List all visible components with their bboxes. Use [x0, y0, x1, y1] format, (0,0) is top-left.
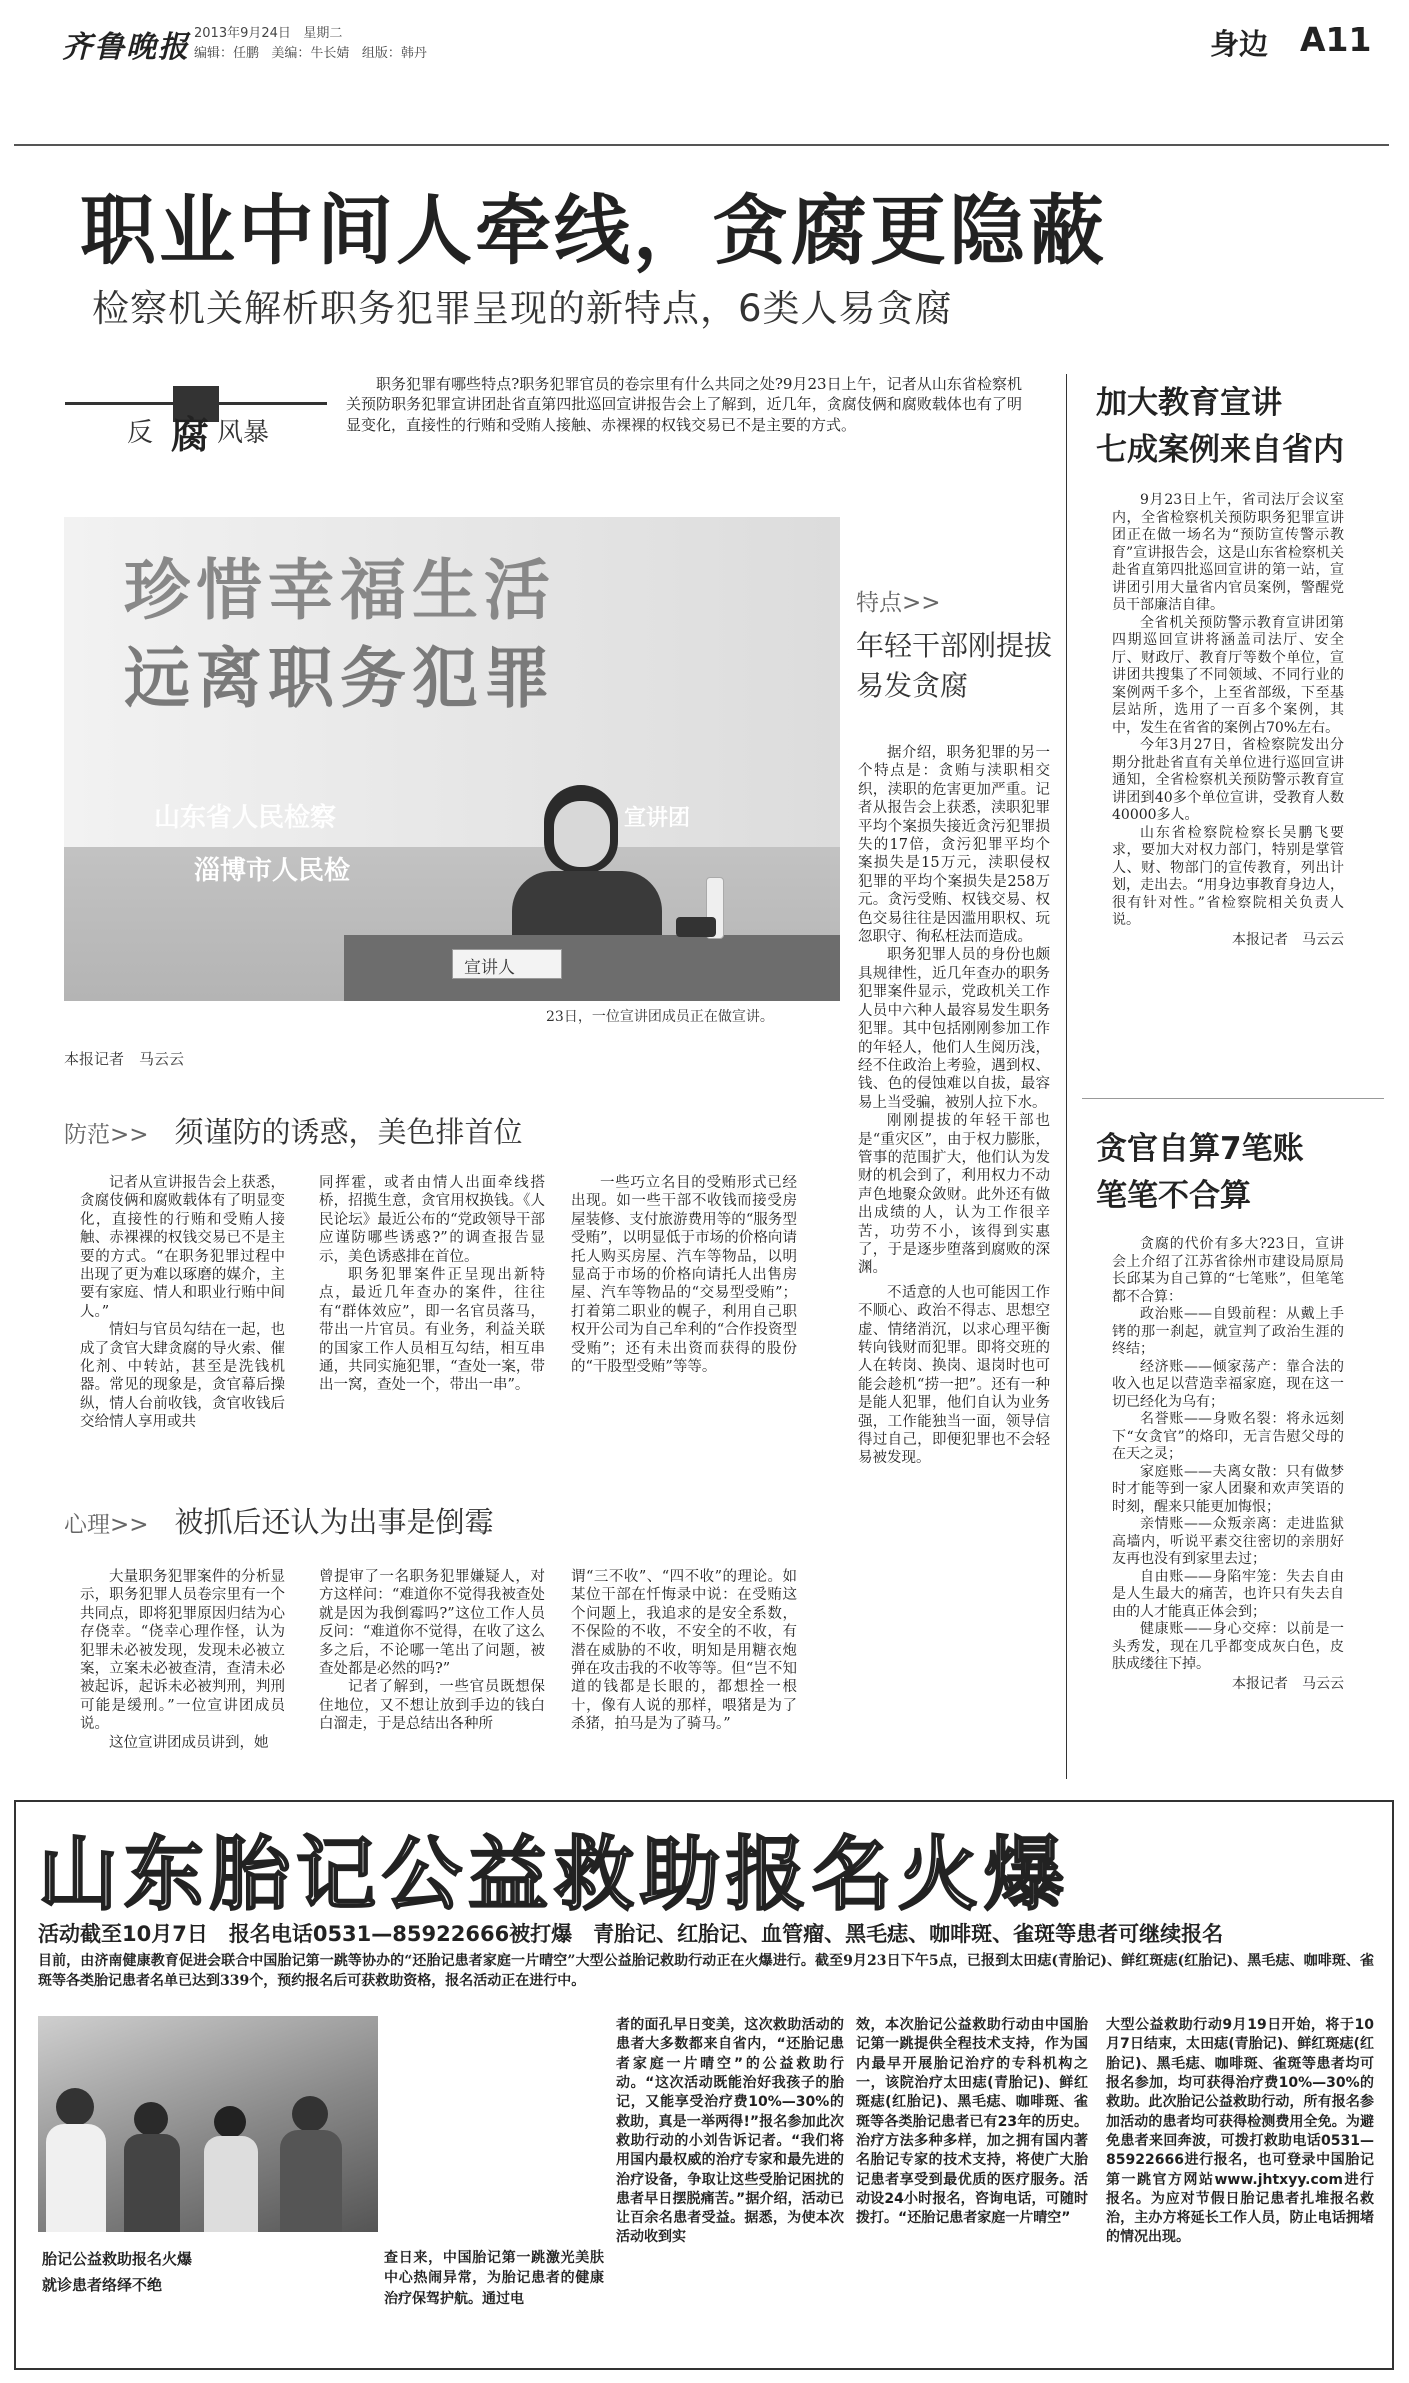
side1-body: [1112, 492, 1344, 949]
speaker-figure: [502, 785, 672, 955]
sec1-title-1: 年轻干部刚提拔: [856, 629, 1053, 662]
sidebar-divider: [1066, 374, 1067, 1779]
ad-col-2: 者的面孔早日变美，这次救助活动的患者大多数都来自省内，“还胎记患者家庭一片晴空”的公益救助行动。“这次活动既能治好我孩子的胎记，又能享受治疗费10%—30%的救助，真是一举两得!”报名参加此次救助行动的小刘告诉记者。“我们将用国内最权威的治疗专家和最先进的治疗设备，争取让这些受胎记困扰的患者早日摆脱痛苦。”据介绍，活动已让百余名患者受益。据悉，为使本次活动收到实: [616, 2017, 844, 2246]
column-logo-c: 风暴: [217, 418, 270, 448]
ad-intro: 目前，由济南健康教育促进会联合中国胎记第一跳等协办的“还胎记患者家庭一片晴空”大型公益胎记救助行动正在火爆进行。截至9月23日下午5点，已报到太田痣(青胎记)、鲜红斑痣(红胎记)、黑毛痣、咖啡斑、雀斑等各类胎记患者名单已达到339个，预约报名后可获救助资格，报名活动正在进行中。: [38, 1953, 1374, 1989]
layout-credit: 组版：韩丹: [361, 46, 427, 61]
side2-title-2: 笔笔不合算: [1096, 1177, 1251, 1214]
sec2-label: 防范>>: [64, 1122, 149, 1148]
section-name: 身边: [1210, 27, 1269, 61]
ad-title: 山东胎记公益救助报名火爆: [38, 1828, 1070, 1921]
sec2-paragraph: 职务犯罪案件正呈现出新特点，最近几年查办的案件，往往有“群体效应”，即一名官员落马，带出一片官员。有业务，利益关联的国家工作人员相互勾结，相互串通，共同实施犯罪，“查处一案，带出一窝，查处一个，带出一串”。: [319, 1267, 545, 1394]
sec2-paragraph: 一些巧立名目的受贿形式已经出现。如一些干部不收钱而接受房屋装修、支付旅游费用等的“服务型受贿”，以明显低于市场的价格向请托人购买房屋、汽车等物品，以明显高于市场的价格向请托人出售房屋、汽车等物品的“交易型受贿”；打着第二职业的幌子，利用自己职权开公司为自己牟利的“合作投资型受贿”；还有未出资而获得的股份的“干股型受贿”等等。: [571, 1175, 797, 1376]
sec3-paragraph: 这位宣讲团成员讲到，她: [109, 1734, 269, 1751]
sec3-label: 心理>>: [64, 1512, 149, 1538]
issue-date: 2013年9月24日: [194, 26, 291, 41]
ad-col-4: 大型公益救助行动9月19日开始，将于10月7日结束，太田痣(青胎记)、鲜红斑痣(红胎记)、黑毛痣、咖啡斑、雀斑等患者均可报名参加，均可获得治疗费10%—30%的救助。此次胎记公益救助行动，所有报名参加活动的患者均可获得检测费用全免。为避免患者来回奔波，可拨打救助电话0531—85922666进行报名，也可登录中国胎记第一跳官方网站www.jhtxyy.com进行报名。为应对节假日胎记患者扎堆报名救治，主办方将延长工作人员，防止电话拥堵的情况出现。: [1106, 2017, 1374, 2246]
sec3-col-2: [319, 1568, 545, 1734]
ad-photo-caption-1: 胎记公益救助报名火爆: [42, 2250, 193, 2268]
sec1-paragraph: 据介绍，职务犯罪的另一个特点是：贪贿与渎职相交织，渎职的危害更加严重。记者从报告会上获悉，渎职犯罪平均个案损失接近贪污犯罪损失的17倍，贪污犯罪平均个案损失是15万元，渎职侵权犯罪的平均个案损失是258万元。贪污受贿、权钱交易、权色交易往往是因滥用职权、玩忽职守、徇私枉法而造成。: [858, 745, 1050, 946]
lead-text: 职务犯罪有哪些特点?职务犯罪官员的卷宗里有什么共同之处?9月23日上午，记者从山东省检察机关预防职务犯罪宣讲团赴省直第四批巡回宣讲报告会上了解到，近几年，贪腐伎俩和腐败载体也有了明显变化，直接性的行贿和受贿人接触、赤裸裸的权钱交易已不是主要的方式。: [346, 375, 1022, 434]
sec1-paragraph: 刚刚提拔的年轻干部也是“重灾区”，由于权力膨胀，管事的范围扩大，他们认为发财的机会到了，利用权力不动声色地聚众敛财。此外还有做出成绩的人，认为工作很辛苦，功劳不小，该得到实惠了，于是逐步堕落到腐败的深渊。: [858, 1113, 1050, 1277]
sec3-col-3: [571, 1568, 797, 1734]
page-number: A11: [1300, 20, 1372, 59]
main-photo: [64, 517, 840, 1001]
ad-photo-caption-2: 就诊患者络绎不绝: [42, 2276, 163, 2294]
sec1-paragraph: 不适意的人也可能因工作不顺心、政治不得志、思想空虚、情绪消沉，以求心理平衡转向钱财而犯罪。即将交班的人在转岗、换岗、退岗时也可能会趁机“捞一把”。还有一种是能人犯罪，他们自认为业务强，工作能独当一面，领导信得过自己，即便犯罪也不会轻易被发现。: [858, 1284, 1050, 1467]
banner-line-4: 淄博市人民检: [194, 856, 351, 886]
banner-line-1: 珍惜幸福生活: [124, 552, 556, 629]
byline-main: 本报记者 马云云: [64, 1050, 185, 1068]
headline: 职业中间人牵线，贪腐更隐蔽: [80, 186, 1107, 275]
art-credit: 美编：牛长婧: [271, 46, 350, 61]
banner-line-5: 宣讲团: [624, 806, 691, 831]
column-logo: [65, 372, 325, 457]
newspaper-logo: 齐鲁晚报: [62, 30, 190, 65]
sec3-paragraph: 曾提审了一名职务犯罪嫌疑人，对方这样问：“难道你不觉得我被查处就是因为我倒霉吗?”这位工作人员反问：“难道你不觉得，在收了这么多之后，不论哪一笔出了问题，被查处都是必然的吗?”: [319, 1569, 545, 1678]
sec1-paragraph: 职务犯罪人员的身份也颇具规律性，近几年查办的职务犯罪案件显示，党政机关工作人员中六种人最容易发生职务犯罪。其中包括刚刚参加工作的年轻人，他们人生阅历浅，经不住政治上考验，遇到权、钱、色的侵蚀难以自拔，最容易上当受骗，被别人拉下水。: [858, 947, 1050, 1111]
side2-paragraph: 名誉账——身败名裂：将永远刻下“女贪官”的烙印，无言告慰父母的在天之灵；: [1112, 1411, 1344, 1462]
sec3-heading: [64, 1500, 494, 1541]
masthead: [0, 0, 1409, 150]
sec1-label: 特点>>: [856, 590, 941, 616]
ad-photo: [38, 2016, 378, 2232]
sec2-paragraph: 情妇与官员勾结在一起，也成了贪官大肆贪腐的导火索、催化剂、中转站，甚至是洗钱机器。常见的现象是，贪官幕后操纵，情人台前收钱，贪官收钱后交给情人享用或共: [80, 1322, 285, 1431]
column-logo-a: 反: [127, 418, 154, 448]
sec3-paragraph: 谓“三不收”、“四不收”的理论。如某位干部在忏悔录中说：在受贿这个问题上，我追求的是安全系数，不保险的不收，不安全的不收，有潜在威胁的不收，明知是用糖衣炮弹在攻击我的不收等等。但“岂不知道的钱都是长眼的，都想拴一根十，像有人说的那样，喂猪是为了杀猪，拍马是为了骑马。”: [571, 1569, 797, 1733]
sec2-heading: [64, 1110, 523, 1151]
weekday: 星期二: [303, 26, 343, 41]
lead-paragraph: [346, 374, 1022, 435]
side2-paragraph: 家庭账——夫离女散：只有做梦时才能等到一家人团聚和欢声笑语的时刻，醒来只能更加悔恨；: [1112, 1463, 1344, 1515]
sec3-col-1: [80, 1568, 285, 1752]
sec2-col-3: [571, 1174, 797, 1376]
side1-title-1: 加大教育宣讲: [1096, 385, 1282, 421]
sec2-title: 须谨防的诱惑，美色排首位: [174, 1115, 523, 1149]
side1-byline: 本报记者 马云云: [1232, 931, 1344, 948]
sec2-col-2: [319, 1174, 545, 1395]
side2-paragraph: 自由账——身陷牢笼：失去自由是人生最大的痛苦，也许只有失去自由的人才能真正体会到；: [1112, 1568, 1344, 1620]
side2-title-1: 贪官自算7笔账: [1096, 1131, 1304, 1167]
side1-paragraph: 9月23日上午，省司法厅会议室内，全省检察机关预防职务犯罪宣讲团正在做一场名为“预防宣传警示教育”宣讲报告会，这是山东省检察机关赴省直第四批巡回宣讲的第一站，宣讲团引用大量省内官员案例，警醒党员干部廉洁自律。: [1112, 492, 1344, 613]
side1-paragraph: 山东省检察院检察长吴鹏飞要求，要加大对权力部门，特别是掌管人、财、物部门的宣传教育，列出计划，走出去。“用身边事教育身边人，很有针对性。”省检察院相关负责人说。: [1112, 824, 1344, 928]
sec1-title-2: 易发贪腐: [856, 669, 969, 702]
side1-paragraph: 全省机关预防警示教育宣讲团第四期巡回宣讲将涵盖司法厅、安全厅、财政厅、教育厅等数个单位，宣讲团共搜集了不同领域、不同行业的案例两千多个，上至省部级，下至基层站所，选用了一百多个案例，其中，发生在省省的案例占70%左右。: [1112, 614, 1344, 736]
side2-body: [1112, 1236, 1344, 1693]
side2-byline: 本报记者 马云云: [1232, 1675, 1344, 1692]
side1-title: [1096, 380, 1344, 473]
ad-col-3: 效，本次胎记公益救助行动由中国胎记第一跳提供全程技术支持，作为国内最早开展胎记治疗的专科机构之一，该院治疗太田痣(青胎记)、鲜红斑痣(红胎记)、黑毛痣、咖啡斑、雀斑等各类胎记患者已有23年的历史。治疗方法多种多样，加之拥有国内著名胎记专家的技术支持，将使广大胎记患者享受到最优质的医疗服务。活动设24小时报名，咨询电话，可随时拨打。“还胎记患者家庭一片晴空”: [856, 2017, 1088, 2227]
sec2-paragraph: 记者从宣讲报告会上获悉，贪腐伎俩和腐败载体有了明显变化，直接性的行贿和受贿人接触、赤裸裸的权钱交易已不是主要的方式。“在职务犯罪过程中出现了更为难以琢磨的媒介，主要有家庭、情人和职业行贿中间人。”: [80, 1175, 285, 1320]
sec3-paragraph: 大量职务犯罪案件的分析显示，职务犯罪人员卷宗里有一个共同点，即将犯罪原因归结为心存侥幸。“侥幸心理作怪，认为犯罪未必被发现，发现未必被立案，立案未必被查清，查清未必被起诉，起诉未必被判刑，判刑可能是缓刑。”一位宣讲团成员说。: [80, 1569, 285, 1733]
side2-paragraph: 政治账——自毁前程：从戴上手铐的那一刹起，就宣判了政治生涯的终结；: [1112, 1306, 1344, 1357]
subheadline: 检察机关解析职务犯罪呈现的新特点，6类人易贪腐: [92, 287, 953, 330]
side2-paragraph: 亲情账——众叛亲离：走进监狱高墙内，听说平素交往密切的亲朋好友再也没有到家里去过；: [1112, 1516, 1344, 1567]
sec2-col-1: [80, 1174, 285, 1432]
ad-col-1: 查日来，中国胎记第一跳激光美肤中心热闹异常，为胎记患者的健康治疗保驾护航。通过电: [384, 2250, 604, 2307]
sec3-title: 被抓后还认为出事是倒霉: [174, 1505, 494, 1539]
sidebar-separator: [1082, 1098, 1384, 1099]
speaker-desk: [344, 935, 840, 1001]
side2-title: [1096, 1126, 1304, 1219]
editor-credit: 编辑：任鹏: [194, 46, 260, 61]
column-logo-b: 腐: [171, 413, 210, 457]
nameplate: 宣讲人: [464, 958, 515, 978]
sec2-paragraph: 同挥霍，或者由情人出面牵线搭桥，招揽生意，贪官用权换钱。《人民论坛》最近公布的“党政领导干部应谨防哪些诱惑?”的调查报告显示，美色诱惑排在首位。: [319, 1175, 545, 1265]
banner-line-3: 山东省人民检察: [154, 803, 337, 833]
side2-paragraph: 健康账——身心交瘁：以前是一头秀发，现在几乎都变成灰白色，皮肤成缕往下掉。: [1112, 1621, 1344, 1672]
banner-line-2: 远离职务犯罪: [124, 640, 556, 717]
side1-title-2: 七成案例来自省内: [1096, 431, 1344, 468]
ad-bar: 活动截至10月7日 报名电话0531—85922666被打爆 青胎记、红胎记、血管瘤、黑毛痣、咖啡斑、雀斑等患者可继续报名: [38, 1922, 1224, 1946]
sec1-body: [858, 744, 1050, 1468]
side1-paragraph: 今年3月27日，省检察院发出分期分批赴省直有关单位进行巡回宣讲通知，全省检察机关预防警示教育宣讲团到40多个单位宣讲，受教育人数40000多人。: [1112, 737, 1344, 823]
side2-paragraph: 经济账——倾家荡产：靠合法的收入也足以营造幸福家庭，现在这一切已经化为乌有；: [1112, 1358, 1344, 1410]
sec3-paragraph: 记者了解到，一些官员既想保住地位，又不想让放到手边的钱白白溜走，于是总结出各种所: [319, 1679, 545, 1733]
photo-caption: 23日，一位宣讲团成员正在做宣讲。: [546, 1009, 774, 1025]
advertisement: [14, 1800, 1394, 2370]
side2-paragraph: 贪腐的代价有多大?23日，宣讲会上介绍了江苏省徐州市建设局原局长邱某为自己算的“七笔账”，但笔笔都不合算：: [1112, 1236, 1344, 1305]
